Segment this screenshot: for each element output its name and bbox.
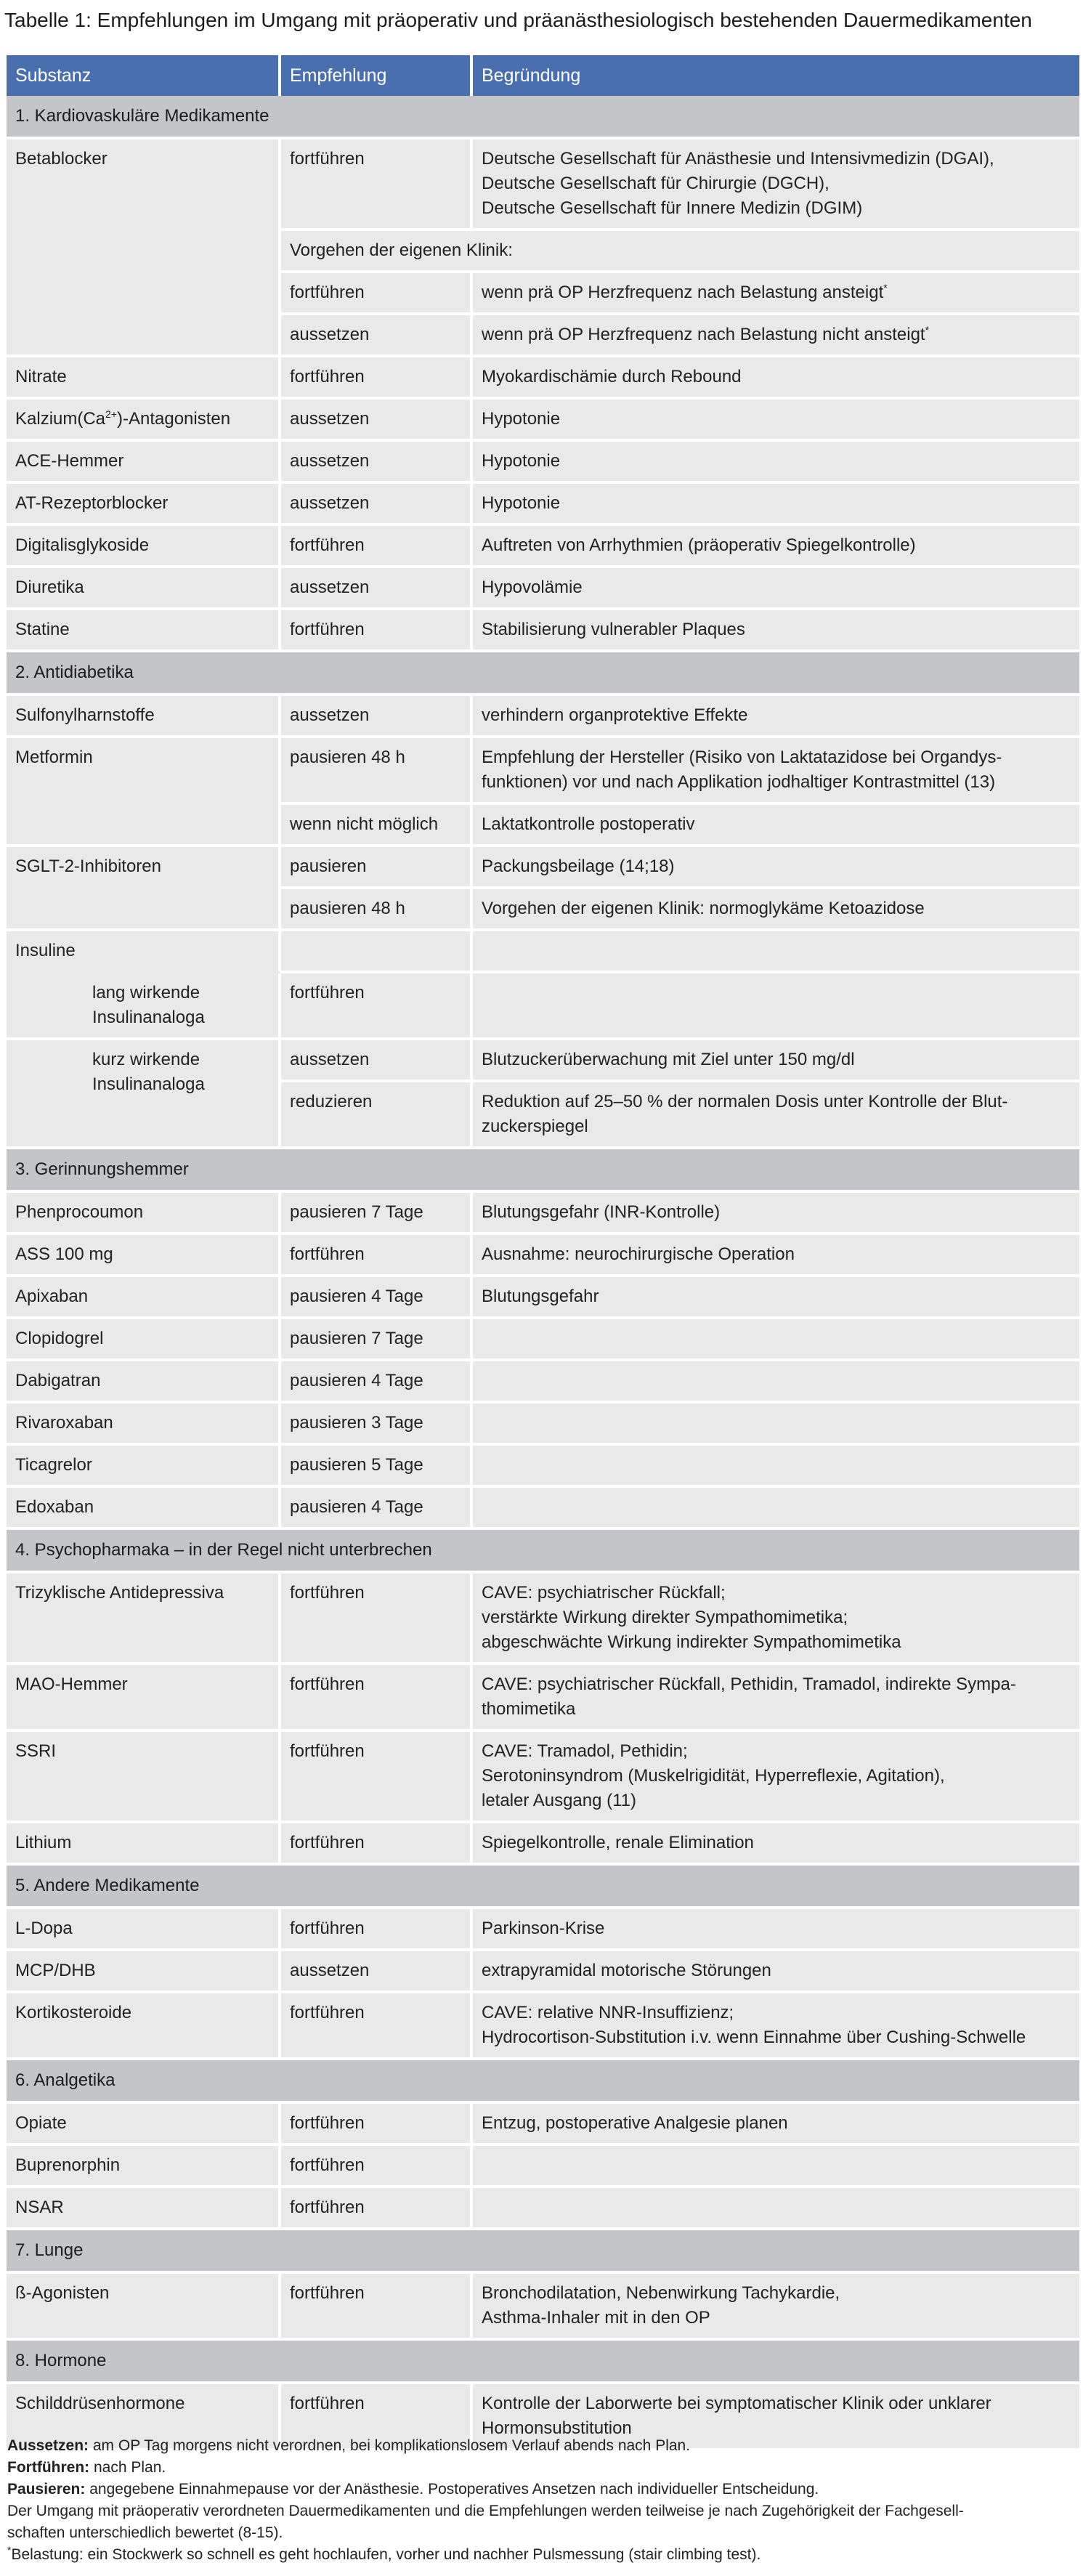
cell-begruendung: Packungsbeilage (14;18) bbox=[473, 847, 1079, 889]
cell-substanz bbox=[7, 400, 281, 442]
section-row bbox=[7, 2341, 1079, 2384]
cell-substanz: Buprenorphin bbox=[7, 2146, 281, 2188]
cell-empfehlung: fortführen bbox=[281, 2104, 473, 2146]
cell-begruendung: Ausnahme: neurochirurgische Operation bbox=[473, 1235, 1079, 1277]
cell-substanz: Nitrate bbox=[7, 357, 281, 400]
table-notes bbox=[7, 2435, 1075, 2566]
medication-table bbox=[7, 55, 1079, 2451]
cell-begruendung: Stabilisierung vulnerabler Plaques bbox=[473, 610, 1079, 652]
section-row bbox=[7, 1530, 1079, 1573]
cell-substanz: L-Dopa bbox=[7, 1909, 281, 1951]
text-line: CAVE: psychiatrischer Rückfall; bbox=[482, 1583, 726, 1603]
cell-begruendung: Spiegelkontrolle, renale Elimination bbox=[473, 1823, 1079, 1866]
table-row bbox=[7, 1404, 1079, 1446]
cell-empfehlung: fortführen bbox=[281, 2384, 473, 2451]
cell-empfehlung: pausieren 48 h bbox=[281, 889, 473, 931]
cell-empfehlung: fortführen bbox=[281, 273, 473, 315]
table-row bbox=[7, 1488, 1079, 1530]
cell-begruendung bbox=[473, 738, 1079, 805]
section-title: 7. Lunge bbox=[7, 2230, 1079, 2274]
text-line: kurz wirkende bbox=[92, 1050, 200, 1069]
cell-begruendung: Blutungsgefahr (INR-Kontrolle) bbox=[473, 1193, 1079, 1235]
note-umgang-cont: schaften unterschiedlich bewertet (8-15). bbox=[7, 2524, 283, 2541]
cell-substanz: Trizyklische Antidepressiva bbox=[7, 1573, 281, 1665]
text-line: Serotoninsyndrom (Muskelrigidität, Hyperreflexie, Agitation), bbox=[482, 1766, 945, 1786]
cell-begruendung bbox=[473, 1404, 1079, 1446]
table-row bbox=[7, 1446, 1079, 1488]
cell-empfehlung: pausieren 3 Tage bbox=[281, 1404, 473, 1446]
footnote-mark: * bbox=[925, 324, 930, 336]
table-row bbox=[7, 1993, 1079, 2060]
text: )-Antagonisten bbox=[117, 409, 231, 429]
table-row bbox=[7, 139, 1079, 231]
text-line: funktionen) vor und nach Applikation jodhaltiger Kontrastmittel (13) bbox=[482, 772, 996, 792]
text-line: Insulinanaloga bbox=[92, 1074, 205, 1094]
cell-empfehlung: fortführen bbox=[281, 1665, 473, 1732]
section-row bbox=[7, 2060, 1079, 2104]
cell-empfehlung: aussetzen bbox=[281, 568, 473, 610]
cell-substanz: Schilddrüsenhormone bbox=[7, 2384, 281, 2451]
cell-empfehlung: fortführen bbox=[281, 610, 473, 652]
table-row bbox=[7, 1319, 1079, 1361]
cell-substanz: ß-Agonisten bbox=[7, 2274, 281, 2341]
cell-substanz: AT-Rezeptorblocker bbox=[7, 484, 281, 526]
cell-begruendung bbox=[473, 1573, 1079, 1665]
cell-substanz: Sulfonylharnstoffe bbox=[7, 696, 281, 738]
note-text: angegebene Einnahmepause vor der Anästhesie. Postoperatives Ansetzen nach individueller Entscheidung. bbox=[85, 2481, 819, 2498]
cell-empfehlung: fortführen bbox=[281, 526, 473, 568]
cell-begruendung: Entzug, postoperative Analgesie planen bbox=[473, 2104, 1079, 2146]
table-row bbox=[7, 1040, 1079, 1082]
cell-begruendung: Parkinson-Krise bbox=[473, 1909, 1079, 1951]
text-line: Reduktion auf 25–50 % der normalen Dosis unter Kontrolle der Blut- bbox=[482, 1092, 1008, 1111]
cell-begruendung bbox=[473, 973, 1079, 1040]
cell-empfehlung: fortführen bbox=[281, 357, 473, 400]
text-line: lang wirkende bbox=[92, 983, 200, 1003]
cell-empfehlung: pausieren 5 Tage bbox=[281, 1446, 473, 1488]
cell-empfehlung: aussetzen bbox=[281, 315, 473, 357]
table-row bbox=[7, 484, 1079, 526]
table-row bbox=[7, 1951, 1079, 1993]
cell-empfehlung: aussetzen bbox=[281, 400, 473, 442]
cell-empfehlung: reduzieren bbox=[281, 1082, 473, 1149]
note-label: Pausieren: bbox=[7, 2481, 86, 2498]
cell-begruendung: Hypotonie bbox=[473, 442, 1079, 484]
table-row bbox=[7, 526, 1079, 568]
text: wenn prä OP Herzfrequenz nach Belastung nicht ansteigt bbox=[482, 325, 925, 344]
cell-substanz: Kortikosteroide bbox=[7, 1993, 281, 2060]
text: wenn prä OP Herzfrequenz nach Belastung ansteigt bbox=[482, 283, 884, 302]
cell-begruendung bbox=[473, 315, 1079, 357]
cell-begruendung: Laktatkontrolle postoperativ bbox=[473, 805, 1079, 847]
note-text: nach Plan. bbox=[89, 2459, 166, 2476]
text-line: Bronchodilatation, Nebenwirkung Tachykardie, bbox=[482, 2283, 840, 2303]
cell-substanz: Statine bbox=[7, 610, 281, 652]
section-title: 3. Gerinnungshemmer bbox=[7, 1149, 1079, 1193]
cell-empfehlung: fortführen bbox=[281, 2146, 473, 2188]
cell-empfehlung: fortführen bbox=[281, 2274, 473, 2341]
cell-begruendung bbox=[473, 2188, 1079, 2230]
cell-substanz: Ticagrelor bbox=[7, 1446, 281, 1488]
cell-substanz bbox=[7, 973, 281, 1040]
table-row bbox=[7, 1361, 1079, 1404]
cell-substanz: Dabigatran bbox=[7, 1361, 281, 1404]
text-line: CAVE: relative NNR-Insuffizienz; bbox=[482, 2003, 734, 2022]
table-header-row bbox=[7, 55, 1079, 96]
cell-empfehlung: aussetzen bbox=[281, 484, 473, 526]
cell-substanz: Apixaban bbox=[7, 1277, 281, 1319]
table-row bbox=[7, 931, 1079, 973]
cell-begruendung: extrapyramidal motorische Störungen bbox=[473, 1951, 1079, 1993]
cell-begruendung: Vorgehen der eigenen Klinik: normoglykäme Ketoazidose bbox=[473, 889, 1079, 931]
table-title: Tabelle 1: Empfehlungen im Umgang mit präoperativ und präanästhesiologisch bestehenden Dauermedikamenten bbox=[4, 9, 1032, 31]
table-row bbox=[7, 400, 1079, 442]
text-line: CAVE: Tramadol, Pethidin; bbox=[482, 1741, 688, 1761]
cell-empfehlung: pausieren 4 Tage bbox=[281, 1488, 473, 1530]
cell-begruendung: Auftreten von Arrhythmien (präoperativ Spiegelkontrolle) bbox=[473, 526, 1079, 568]
cell-begruendung bbox=[473, 1446, 1079, 1488]
text-line: Insulinanaloga bbox=[92, 1008, 205, 1027]
cell-substanz: SSRI bbox=[7, 1732, 281, 1823]
cell-substanz: Opiate bbox=[7, 2104, 281, 2146]
cell-empfehlung: fortführen bbox=[281, 1823, 473, 1866]
cell-empfehlung: fortführen bbox=[281, 1909, 473, 1951]
cell-begruendung bbox=[473, 1082, 1079, 1149]
text: Kalzium(Ca bbox=[15, 409, 106, 429]
cell-empfehlung: aussetzen bbox=[281, 1040, 473, 1082]
cell-empfehlung: aussetzen bbox=[281, 442, 473, 484]
table-row bbox=[7, 847, 1079, 889]
note-aussetzen bbox=[7, 2435, 1075, 2457]
table-row bbox=[7, 1823, 1079, 1866]
cell-empfehlung: pausieren 7 Tage bbox=[281, 1319, 473, 1361]
section-row bbox=[7, 1149, 1079, 1193]
footnote-mark: * bbox=[7, 2544, 12, 2556]
cell-begruendung bbox=[473, 1319, 1079, 1361]
section-row bbox=[7, 96, 1079, 139]
text-line: Deutsche Gesellschaft für Innere Medizin (DGIM) bbox=[482, 198, 863, 218]
cell-empfehlung: wenn nicht möglich bbox=[281, 805, 473, 847]
table-row bbox=[7, 2146, 1079, 2188]
note-fortfuehren bbox=[7, 2457, 1075, 2479]
text-line: thomimetika bbox=[482, 1699, 576, 1719]
cell-empfehlung: fortführen bbox=[281, 1732, 473, 1823]
cell-empfehlung: aussetzen bbox=[281, 696, 473, 738]
cell-empfehlung: pausieren bbox=[281, 847, 473, 889]
cell-begruendung bbox=[473, 139, 1079, 231]
text-line: Asthma-Inhaler mit in den OP bbox=[482, 2308, 710, 2328]
cell-substanz bbox=[7, 1040, 281, 1149]
cell-empfehlung: fortführen bbox=[281, 2188, 473, 2230]
section-title: 6. Analgetika bbox=[7, 2060, 1079, 2104]
header-begruendung: Begründung bbox=[473, 55, 1079, 96]
cell-begruendung bbox=[473, 1993, 1079, 2060]
footnote-mark: * bbox=[883, 282, 888, 293]
note-belastung bbox=[7, 2544, 1075, 2566]
cell-substanz: Lithium bbox=[7, 1823, 281, 1866]
cell-substanz: Edoxaban bbox=[7, 1488, 281, 1530]
table-row bbox=[7, 1277, 1079, 1319]
cell-substanz: Digitalisglykoside bbox=[7, 526, 281, 568]
table-row bbox=[7, 442, 1079, 484]
table-row bbox=[7, 1235, 1079, 1277]
cell-begruendung: Blutungsgefahr bbox=[473, 1277, 1079, 1319]
cell-begruendung bbox=[473, 931, 1079, 973]
text-line: Empfehlung der Hersteller (Risiko von Laktatazidose bei Organdys- bbox=[482, 748, 1002, 767]
cell-begruendung bbox=[473, 273, 1079, 315]
cell-begruendung: verhindern organprotektive Effekte bbox=[473, 696, 1079, 738]
cell-empfehlung: fortführen bbox=[281, 1993, 473, 2060]
table-row bbox=[7, 1193, 1079, 1235]
cell-empfehlung: aussetzen bbox=[281, 1951, 473, 1993]
table-row bbox=[7, 1665, 1079, 1732]
note-label: Fortführen: bbox=[7, 2459, 90, 2476]
note-text: Belastung: ein Stockwerk so schnell es geht hochlaufen, vorher und nachher Pulsmessung (stair climbing test). bbox=[11, 2546, 761, 2563]
cell-begruendung bbox=[473, 2274, 1079, 2341]
cell-substanz: MCP/DHB bbox=[7, 1951, 281, 1993]
section-row bbox=[7, 2230, 1079, 2274]
cell-note: Vorgehen der eigenen Klinik: bbox=[281, 231, 1079, 273]
cell-begruendung: Myokardischämie durch Rebound bbox=[473, 357, 1079, 400]
cell-substanz: Rivaroxaban bbox=[7, 1404, 281, 1446]
text-line: Hormonsubstitution bbox=[482, 2418, 632, 2438]
cell-substanz: NSAR bbox=[7, 2188, 281, 2230]
cell-empfehlung: fortführen bbox=[281, 1235, 473, 1277]
section-row bbox=[7, 652, 1079, 696]
section-title: 4. Psychopharmaka – in der Regel nicht unterbrechen bbox=[7, 1530, 1079, 1573]
cell-substanz: Diuretika bbox=[7, 568, 281, 610]
cell-begruendung: Hypovolämie bbox=[473, 568, 1079, 610]
table-row bbox=[7, 696, 1079, 738]
section-title: 8. Hormone bbox=[7, 2341, 1079, 2384]
superscript: 2+ bbox=[105, 408, 117, 420]
cell-empfehlung: pausieren 48 h bbox=[281, 738, 473, 805]
table-row bbox=[7, 1732, 1079, 1823]
text-line: Deutsche Gesellschaft für Chirurgie (DGCH), bbox=[482, 174, 830, 193]
section-title: 2. Antidiabetika bbox=[7, 652, 1079, 696]
text-line: CAVE: psychiatrischer Rückfall, Pethidin, Tramadol, indirekte Sympa- bbox=[482, 1674, 1016, 1694]
cell-substanz: Phenprocoumon bbox=[7, 1193, 281, 1235]
cell-begruendung bbox=[473, 1665, 1079, 1732]
table-row bbox=[7, 2104, 1079, 2146]
cell-empfehlung: fortführen bbox=[281, 139, 473, 231]
table-row bbox=[7, 1909, 1079, 1951]
cell-substanz: Insuline bbox=[7, 931, 281, 973]
text-line: Kontrolle der Laborwerte bei symptomatischer Klinik oder unklarer bbox=[482, 2394, 991, 2413]
table-row bbox=[7, 2188, 1079, 2230]
section-title: 5. Andere Medikamente bbox=[7, 1866, 1079, 1909]
note-umgang: Der Umgang mit präoperativ verordneten Dauermedikamenten und die Empfehlungen werden teilweise je nach Zugehörigkeit der Fachgesell- bbox=[7, 2503, 964, 2519]
text-line: Deutsche Gesellschaft für Anästhesie und Intensivmedizin (DGAI), bbox=[482, 149, 994, 169]
cell-substanz: Metformin bbox=[7, 738, 281, 847]
cell-begruendung bbox=[473, 1488, 1079, 1530]
cell-begruendung: Blutzuckerüberwachung mit Ziel unter 150 mg/dl bbox=[473, 1040, 1079, 1082]
cell-empfehlung: pausieren 4 Tage bbox=[281, 1361, 473, 1404]
cell-begruendung bbox=[473, 2146, 1079, 2188]
section-title: 1. Kardiovaskuläre Medikamente bbox=[7, 96, 1079, 139]
text-line: letaler Ausgang (11) bbox=[482, 1791, 637, 1810]
text-line: zuckerspiegel bbox=[482, 1117, 588, 1136]
cell-empfehlung: fortführen bbox=[281, 1573, 473, 1665]
cell-substanz: ASS 100 mg bbox=[7, 1235, 281, 1277]
cell-begruendung bbox=[473, 1361, 1079, 1404]
header-empfehlung: Empfehlung bbox=[281, 55, 473, 96]
header-substanz: Substanz bbox=[7, 55, 281, 96]
table-row bbox=[7, 2274, 1079, 2341]
note-text: am OP Tag morgens nicht verordnen, bei komplikationslosem Verlauf abends nach Plan. bbox=[89, 2437, 691, 2454]
text-line: verstärkte Wirkung direkter Sympathomimetika; bbox=[482, 1608, 848, 1627]
note-label: Aussetzen: bbox=[7, 2437, 89, 2454]
cell-substanz: Clopidogrel bbox=[7, 1319, 281, 1361]
cell-substanz: ACE-Hemmer bbox=[7, 442, 281, 484]
note-pausieren bbox=[7, 2479, 1075, 2500]
table-row bbox=[7, 738, 1079, 805]
cell-substanz: MAO-Hemmer bbox=[7, 1665, 281, 1732]
table-row bbox=[7, 357, 1079, 400]
table-row bbox=[7, 1573, 1079, 1665]
text-line: abgeschwächte Wirkung indirekter Sympathomimetika bbox=[482, 1632, 901, 1652]
cell-begruendung bbox=[473, 1732, 1079, 1823]
section-row bbox=[7, 1866, 1079, 1909]
cell-empfehlung: fortführen bbox=[281, 973, 473, 1040]
cell-substanz: Betablocker bbox=[7, 139, 281, 357]
cell-begruendung: Hypotonie bbox=[473, 400, 1079, 442]
cell-substanz: SGLT-2-Inhibitoren bbox=[7, 847, 281, 931]
cell-empfehlung: pausieren 7 Tage bbox=[281, 1193, 473, 1235]
cell-empfehlung bbox=[281, 931, 473, 973]
cell-begruendung: Hypotonie bbox=[473, 484, 1079, 526]
table-row bbox=[7, 568, 1079, 610]
table-row bbox=[7, 973, 1079, 1040]
text-line: Hydrocortison-Substitution i.v. wenn Einnahme über Cushing-Schwelle bbox=[482, 2028, 1026, 2047]
table-row bbox=[7, 610, 1079, 652]
cell-empfehlung: pausieren 4 Tage bbox=[281, 1277, 473, 1319]
